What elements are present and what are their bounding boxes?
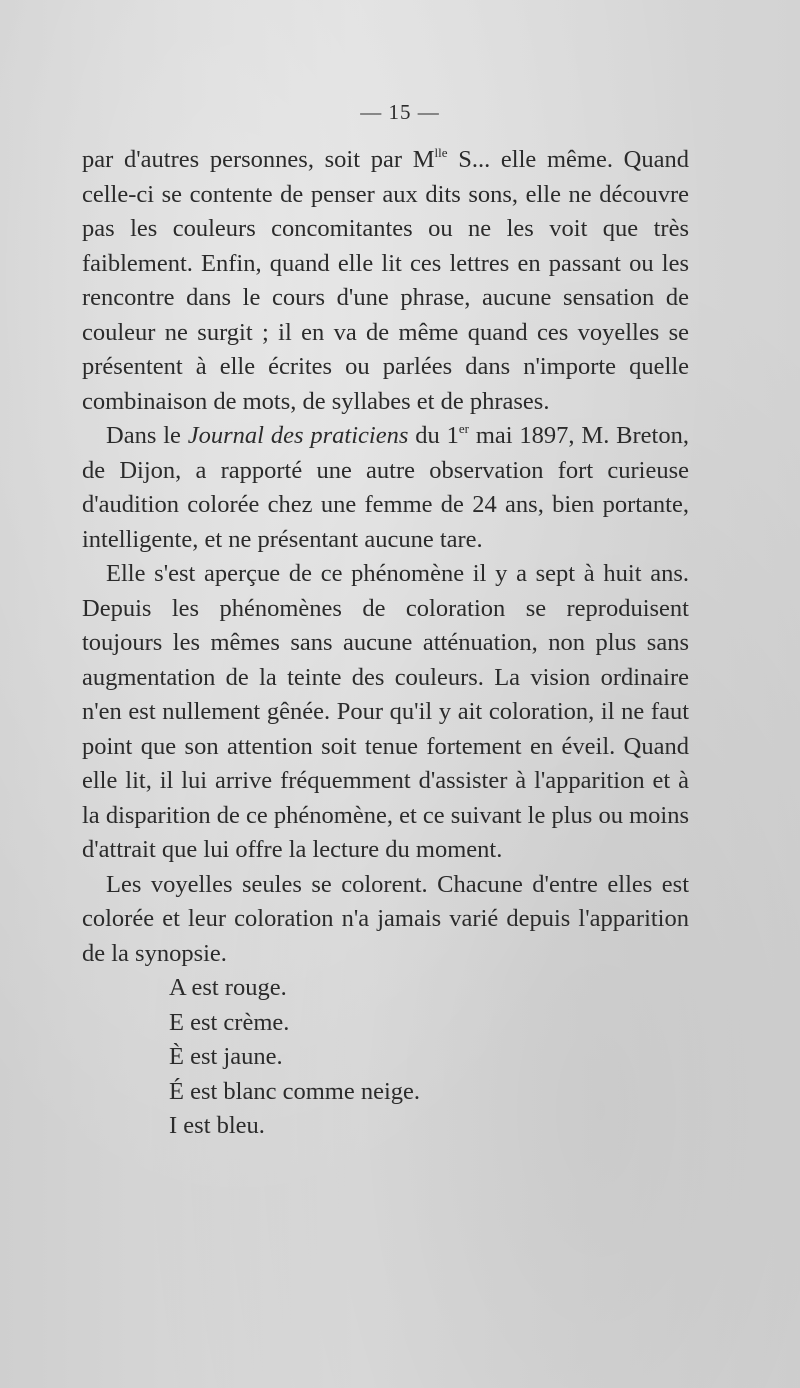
vowel-color-item: É est blanc comme neige.	[169, 1077, 421, 1105]
paragraph-4: Les voyelles seules se colorent. Chacune d'entre elles est colorée et leur coloration n'a jamais varié depuis l'apparition de la synopsie.	[82, 870, 689, 967]
paragraph-2-mid: du 1	[408, 422, 459, 449]
vowel-color-list	[82, 971, 689, 1144]
paragraph-2-rest: mai 1897, M. Breton, de Dijon, a rapporté une autre observation fort curieuse d'audition colorée chez une femme de 24 ans, bien portante, intelligente, et ne présentant aucune tare.	[82, 422, 689, 553]
paragraph-2	[82, 419, 689, 557]
vowel-color-item: È est jaune.	[169, 1043, 283, 1070]
body-text	[82, 143, 689, 1144]
paragraph-2-start: Dans le	[106, 422, 188, 449]
journal-title: Journal des praticiens	[187, 422, 409, 449]
mademoiselle-superscript: lle	[434, 145, 448, 160]
vowel-color-item: E est crème.	[169, 1008, 290, 1036]
page-number: — 15 —	[360, 100, 440, 124]
paragraph-1-rest: S... elle même. Quand celle-ci se contente de penser aux dits sons, elle ne découvre pas les couleurs concomitantes ou ne les voit que très faiblement. Enfin, quand elle lit ces lettres en passant ou les rencontre dans le cours d'une phrase, aucune sensation de couleur ne surgit ; il en va de même quand ces voyelles se présentent à elle écrites ou parlées dans n'importe quelle combinaison de mots, de syllabes et de phrases.	[82, 146, 690, 415]
vowel-color-item: A est rouge.	[169, 974, 287, 1001]
paragraph-1-text: par d'autres personnes, soit par M	[82, 146, 435, 173]
premier-superscript: er	[458, 421, 469, 436]
vowel-color-item: I est bleu.	[169, 1112, 265, 1139]
paragraph-1	[82, 143, 689, 419]
paragraph-3: Elle s'est aperçue de ce phénomène il y a sept à huit ans. Depuis les phénomènes de coloration se reproduisent toujours les mêmes sans aucune atténuation, non plus sans augmentation de la teinte des couleurs. La vision ordinaire n'en est nullement gênée. Pour qu'il y ait coloration, il ne faut point que son attention soit tenue fortement en éveil. Quand elle lit, il lui arrive fréquemment d'assister à l'apparition et à la disparition de ce phénomène, et ce suivant le plus ou moins d'attrait que lui offre la lecture du moment.	[82, 560, 689, 863]
